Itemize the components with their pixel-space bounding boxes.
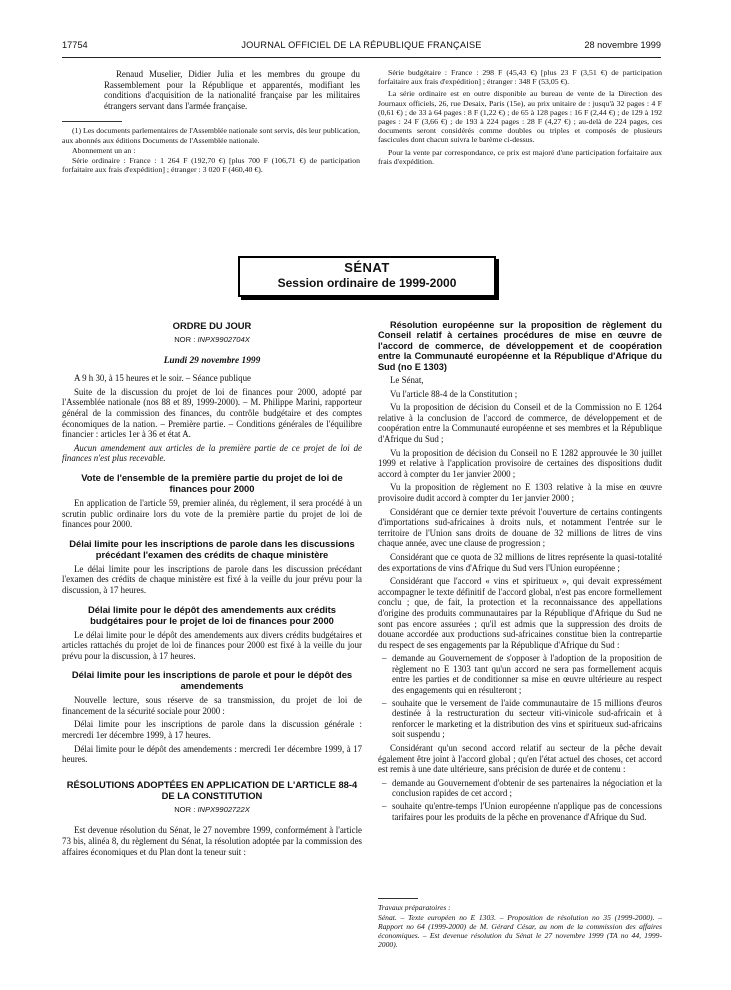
resolution-list xyxy=(378,778,662,822)
list-item: – souhaite que le versement de l'aide communautaire de 15 millions d'euros destinée à la restructuration du secteur viti-vinicole sud-africain et à renforcer le marketing et la distribution des vins et spiritueux sud-africains soit suspendu ; xyxy=(392,698,662,740)
vote-text: En application de l'article 59, premier alinéa, du règlement, il sera procédé à un scrutin public ordinaire lors du vote de la première partie du projet de loi de finances pour 2000. xyxy=(62,497,362,530)
resolution-paragraph: Vu la proposition de décision du Conseil et de la Commission no E 1264 relative à la conclusion de l'accord de commerce, de développement et de coopération entre la Communauté européenne et ses membres et la République d'Afrique du Sud ; xyxy=(378,402,662,444)
page-header xyxy=(62,40,661,54)
delai-heading: Délai limite pour les inscriptions de parole et pour le dépôt des amendements xyxy=(71,669,353,692)
footnote-rule xyxy=(62,121,122,122)
nor-reference xyxy=(62,335,362,346)
delai-text: Le délai limite pour les inscriptions de parole dans les discussion précédant l'examen des crédits de chaque ministère est fixé à la veille du jour prévu pour la discussion, à 17 heures. xyxy=(62,563,362,595)
price-paragraph: Pour la vente par correspondance, ce prix est majoré d'une participation forfaitaire aux frais d'expédition. xyxy=(378,147,662,166)
nor-reference xyxy=(62,805,362,816)
footnotes xyxy=(62,126,360,174)
nor-code: INPX9902704X xyxy=(197,335,250,344)
session-title: Session ordinaire de 1999-2000 xyxy=(277,276,457,290)
resolution-paragraph: Considérant que ce dernier texte prévoit l'ouverture de certains contingents d'importations sud-africaines à droits nuls, et notamment l'entrée sur le territoire de l'Union sans droits de douane de 32 millions de litres de vins chaque année, avec une clause de progression ; xyxy=(378,506,662,549)
resolution-paragraph: Considérant que ce quota de 32 millions de litres représente la quasi-totalité des exportations de vins d'Afrique du Sud vers l'Union européenne ; xyxy=(378,551,662,573)
top-left-paragraph: Renaud Muselier, Didier Julia et les membres du groupe du Rassemblement pour la République et apparentés, modifiant les conditions d'acquisition de la nationalité française par les militaires étrangers servant dans l'armée française. xyxy=(104,69,360,111)
resolution-paragraph: Vu la proposition de règlement no E 1303 relative à la mise en œuvre provisoire dudit accord à compter du 1er janvier 2000 ; xyxy=(378,482,662,503)
suite-paragraph: Suite de la discussion du projet de loi de finances pour 2000, adopté par l'Assemblée nationale (nos 88 et 89, 1999-2000). – M. Philippe Marini, rapporteur général de la commission des finances, du contrôle budgétaire et des comptes économiques de la nation. – Première partie. – Conditions générales de l'équilibre financier : articles 1er à 36 et état A. xyxy=(62,386,362,440)
seance-text: A 9 h 30, à 15 heures et le soir. – Séance publique xyxy=(74,373,251,384)
vote-heading: Vote de l'ensemble de la première partie du projet de loi de finances pour 2000 xyxy=(81,471,343,494)
resolution-intro: Est devenue résolution du Sénat, le 27 novembre 1999, conformément à l'article 73 bis, alinéa 8, du règlement du Sénat, la résolution adoptée par la commission des affaires économiques et du Plan dont la teneur suit : xyxy=(62,825,362,857)
top-left-block xyxy=(62,69,360,175)
page-number: 17754 xyxy=(62,40,88,50)
delai-heading: Délai limite pour le dépôt des amendements aux crédits budgétaires pour le projet de loi de finances pour 2000 xyxy=(88,603,336,626)
travaux-preparatoires xyxy=(378,903,662,949)
ordre-du-jour-heading: ORDRE DU JOUR xyxy=(172,320,252,331)
nor-label: NOR : xyxy=(174,804,196,814)
resolution-paragraph: Vu la proposition de décision du Conseil no E 1282 approuvée le 30 juillet 1999 et relative à l'application provisoire de certaines des dispositions dudit accord à compter du 1er janvier 2000 ; xyxy=(378,447,662,479)
resolution-paragraph: Considérant qu'un second accord relatif au secteur de la pêche devait également être joint à l'accord global ; qu'en l'état actuel des choses, cet accord est remis à une date ultérieure, sans précision de durée et de contenu : xyxy=(378,743,662,775)
right-column xyxy=(378,320,662,825)
session-date: Lundi 29 novembre 1999 xyxy=(163,355,261,366)
header-rule xyxy=(62,57,661,58)
resolution-paragraph: Considérant que l'accord « vins et spiritueux », qui devait expressément accompagner le texte définitif de l'accord global, n'est pas encore formellement conclu ; que, de fait, la protection et la reconnaissance des appellations d'origine des produits communautaires par la République d'Afrique du Sud ne sont pas encore assurées ; qu'il est admis que la suppression des droits de douane accordée aux productions sud-africaines constitue bien la contrepartie du respect de ses engagements par la République d'Afrique du Sud : xyxy=(378,576,662,650)
footnote-text: Série ordinaire : France : 1 264 F (192,70 €) [plus 700 F (106,71 €) de participation forfaitaire aux frais d'expédition] ; étranger : 3 020 F (460,40 €). xyxy=(62,155,360,175)
resolution-list xyxy=(378,653,662,740)
aucun-amendement: Aucun amendement aux articles de la première partie de ce projet de loi de finances n'est plus recevable. xyxy=(62,442,362,464)
travaux-text: Sénat. – Texte européen no E 1303. – Proposition de résolution no 35 (1999-2000). – Rapport no 64 (1999-2000) de M. Gérard César, au nom de la commission des affaires économiques. – Est devenue résolution du Sénat le 27 novembre 1999 (TA no 44, 1999-2000). xyxy=(378,913,662,949)
nor-code: INPX9902722X xyxy=(197,804,250,814)
resolution-paragraph: Vu l'article 88-4 de la Constitution ; xyxy=(390,388,518,399)
list-item: – souhaite qu'entre-temps l'Union européenne n'applique pas de concessions tarifaires pour les produits de la pêche en provenance d'Afrique du Sud. xyxy=(392,801,662,822)
price-paragraph: La série ordinaire est en outre disponible au bureau de vente de la Direction des Journaux officiels, 26, rue Desaix, Paris (15e), au prix unitaire de : jusqu'à 32 pages : 4 F (0,61 €) ; de 33 à 64 pages : 8 F (1,22 €) ; de 65 à 128 pages : 16 F (2,44 €) ; de 129 à 192 pages : 24 F (3,66 €) ; de 193 à 224 pages : 28 F (4,27 €) ; au-delà de 224 pages, ces documents seront considérés comme doubles ou triples et composés de plusieurs fascicules dont chacun suivra le barème ci-dessus. xyxy=(378,89,662,145)
travaux-rule xyxy=(378,898,418,899)
top-right-block xyxy=(378,68,662,167)
journal-title: JOURNAL OFFICIEL DE LA RÉPUBLIQUE FRANÇAISE xyxy=(241,40,482,50)
price-paragraph: Série budgétaire : France : 298 F (45,43 €) [plus 23 F (3,51 €) de participation forfaitaire aux frais d'expédition] ; étranger : 348 F (53,05 €). xyxy=(378,68,662,87)
delai-text: Le délai limite pour le dépôt des amendements aux divers crédits budgétaires et articles rattachés du projet de loi de finances pour 2000 est fixé à la veille du jour prévu pour la discussion, à 17 heures. xyxy=(62,629,362,661)
travaux-label: Travaux préparatoires : xyxy=(378,903,451,912)
footnote-text: (1) Les documents parlementaires de l'Assemblée nationale sont servis, dès leur publication, aux abonnés aux éditions Documents de l'Assemblée nationale. xyxy=(62,126,360,145)
senat-title-box xyxy=(238,256,496,297)
delai-heading: Délai limite pour les inscriptions de parole dans les discussions précédant l'examen des crédits de chaque ministère xyxy=(69,537,355,560)
delai-text: Délai limite pour le dépôt des amendements : mercredi 1er décembre 1999, à 17 heures. xyxy=(62,743,362,765)
left-column xyxy=(62,320,362,860)
resolutions-heading: RÉSOLUTIONS ADOPTÉES EN APPLICATION DE L'ARTICLE 88-4 DE LA CONSTITUTION xyxy=(66,778,358,801)
list-item: – demande au Gouvernement d'obtenir de ses partenaires la négociation et la conclusion rapides de cet accord ; xyxy=(392,778,662,799)
nor-label: NOR : xyxy=(174,335,196,344)
resolution-paragraph: Le Sénat, xyxy=(390,375,424,386)
list-item: – demande au Gouvernement de s'opposer à l'adoption de la proposition de règlement no E 1303 tant qu'un accord ne sera pas formellement acquis entre les parties et de conditionner sa mise en œuvre ultérieure au respect des engagements qui en résulteront ; xyxy=(392,653,662,695)
delai-text: Délai limite pour les inscriptions de parole dans la discussion générale : mercredi 1er décembre 1999, à 17 heures. xyxy=(62,719,362,741)
delai-text: Nouvelle lecture, sous réserve de sa transmission, du projet de loi de financement de la sécurité sociale pour 2000 : xyxy=(62,695,362,716)
senat-title: SÉNAT xyxy=(344,260,390,275)
header-date: 28 novembre 1999 xyxy=(584,40,661,50)
footnote-text: Abonnement un an : xyxy=(72,145,136,155)
resolution-title: Résolution européenne sur la proposition de règlement du Conseil relatif à certaines procédures de mise en œuvre de l'accord de commerce, de développement et de coopération entre la Communauté européenne et la République d'Afrique du Sud (no E 1303) xyxy=(378,320,662,372)
